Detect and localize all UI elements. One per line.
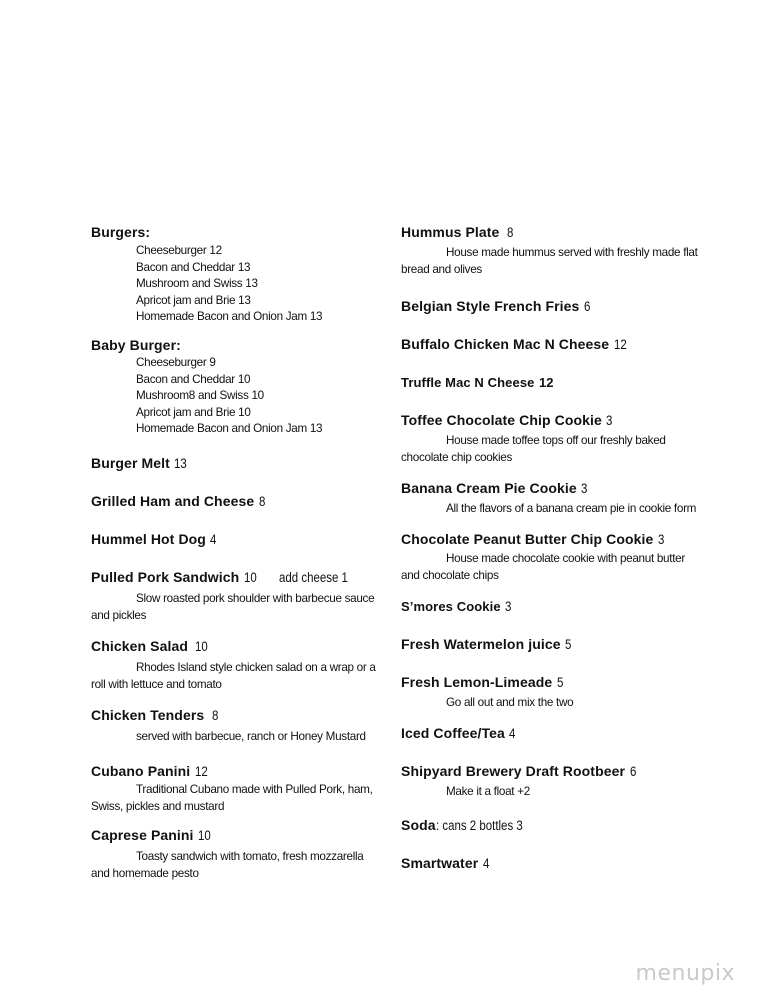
item-price: 3 <box>505 599 512 614</box>
list-item: Homemade Bacon and Onion Jam 13 <box>136 310 323 324</box>
list-item: Apricot jam and Brie 13 <box>136 293 251 307</box>
list-item: Cheeseburger 9 <box>136 355 216 369</box>
menu-item-burger-melt <box>91 455 376 473</box>
menu-item-buffalo-mac <box>401 336 701 354</box>
item-description: Go all out and mix the two <box>446 696 574 709</box>
item-name: Caprese Panini <box>91 826 194 843</box>
list-item: Cheeseburger 12 <box>136 244 222 257</box>
item-name: Chocolate Peanut Butter Chip Cookie <box>401 531 654 547</box>
item-description: House made toffee tops off our freshly baked chocolate chip cookies <box>401 434 666 464</box>
menu-item-rootbeer <box>401 763 701 800</box>
menu-item-pulled-pork <box>91 569 376 624</box>
item-name: Belgian Style French Fries <box>401 298 580 314</box>
item-name: Grilled Ham and Cheese <box>91 492 255 509</box>
item-price: 3 <box>581 481 588 496</box>
item-description: Rhodes Island style chicken salad on a wrap or a roll with lettuce and tomato <box>91 660 376 691</box>
menu-item-banana-cookie <box>401 480 701 517</box>
menu-item-chicken-salad <box>91 638 376 693</box>
burgers-list <box>136 243 376 326</box>
list-item: Mushroom8 and Swiss 10 <box>136 389 264 403</box>
item-price: 4 <box>210 531 217 547</box>
menu-item-iced-coffee <box>401 725 701 743</box>
item-description: Make it a float +2 <box>446 785 530 798</box>
item-name: Shipyard Brewery Draft Rootbeer <box>401 763 626 779</box>
item-name: Buffalo Chicken Mac N Cheese <box>401 336 610 352</box>
list-item: Bacon and Cheddar 13 <box>136 260 251 274</box>
item-price: 12 <box>194 763 208 779</box>
item-name: Fresh Watermelon juice <box>401 636 561 652</box>
item-price: 10 <box>198 827 211 843</box>
menu-item-smores-cookie <box>401 598 701 616</box>
baby-burger-section <box>91 337 376 438</box>
item-price: 8 <box>211 707 219 723</box>
baby-burger-heading: Baby Burger: <box>91 336 181 353</box>
item-name: Fresh Lemon-Limeade <box>401 674 553 690</box>
menu-item-soda <box>401 817 701 835</box>
menu-item-watermelon-juice <box>401 636 701 654</box>
item-price: 5 <box>565 637 572 652</box>
item-price: 6 <box>583 299 591 314</box>
item-price: 13 <box>174 455 188 471</box>
item-name: Soda <box>401 817 436 833</box>
menu-item-hot-dog <box>91 531 376 549</box>
menu-item-truffle-mac <box>401 374 701 392</box>
item-description: House made hummus served with freshly made flat bread and olives <box>401 246 698 276</box>
item-price: 8 <box>258 493 266 509</box>
item-extra: add cheese 1 <box>279 569 349 585</box>
item-description: Traditional Cubano made with Pulled Pork, ham, Swiss, pickles and mustard <box>91 782 373 813</box>
list-item: Homemade Bacon and Onion Jam 13 <box>136 422 323 436</box>
item-name: Toffee Chocolate Chip Cookie <box>401 412 602 428</box>
item-name: Hummus Plate <box>401 224 500 240</box>
item-price: : cans 2 bottles 3 <box>435 818 523 833</box>
item-price: 4 <box>509 726 516 741</box>
item-name: Chicken Tenders <box>91 706 205 723</box>
menu-item-french-fries <box>401 298 701 316</box>
item-price: 10 <box>195 638 209 654</box>
item-name: Iced Coffee/Tea <box>401 725 505 741</box>
list-item: Apricot jam and Brie 10 <box>136 405 251 419</box>
burgers-section <box>91 224 376 326</box>
item-name: Hummel Hot Dog <box>91 530 206 547</box>
item-name: Cubano Panini <box>91 762 191 779</box>
item-price: 4 <box>482 856 490 871</box>
menu-item-chicken-tenders <box>91 707 376 745</box>
item-price: 3 <box>657 532 665 547</box>
item-name: Chicken Salad <box>91 637 189 654</box>
menu-left-column <box>91 224 376 882</box>
item-name: Banana Cream Pie Cookie <box>401 480 577 496</box>
item-price: 12 <box>538 375 554 390</box>
baby-burger-list <box>136 355 376 438</box>
item-name: Pulled Pork Sandwich <box>91 568 240 585</box>
item-name: Burger Melt <box>91 454 170 471</box>
menu-item-cubano-panini <box>91 763 376 815</box>
item-price: 12 <box>613 337 627 352</box>
item-description: Toasty sandwich with tomato, fresh mozzarella and homemade pesto <box>91 849 364 880</box>
item-price: 10 <box>243 569 257 585</box>
item-price: 3 <box>606 413 613 428</box>
menu-item-smartwater <box>401 855 701 873</box>
menu-item-toffee-cookie <box>401 412 701 466</box>
item-description: Slow roasted pork shoulder with barbecue sauce and pickles <box>91 591 375 622</box>
menu-item-lemon-limeade <box>401 674 701 711</box>
item-description: House made chocolate cookie with peanut butter and chocolate chips <box>401 552 685 582</box>
list-item: Bacon and Cheddar 10 <box>136 372 251 386</box>
burgers-heading: Burgers: <box>91 224 151 240</box>
watermark-text: menupix <box>635 961 735 986</box>
item-description: All the flavors of a banana cream pie in cookie form <box>446 502 697 515</box>
menu-item-hummus-plate <box>401 224 701 278</box>
item-name: Truffle Mac N Cheese <box>401 375 535 390</box>
item-price: 5 <box>556 675 564 690</box>
menu-right-column <box>401 224 701 873</box>
menu-item-pb-cookie <box>401 531 701 584</box>
item-description: served with barbecue, ranch or Honey Mustard <box>136 729 366 743</box>
menu-item-caprese-panini <box>91 827 376 882</box>
item-price: 6 <box>629 764 636 779</box>
item-name: Smartwater <box>401 855 479 871</box>
list-item: Mushroom and Swiss 13 <box>136 277 258 291</box>
item-name: S’mores Cookie <box>401 599 501 614</box>
menu-item-grilled-ham <box>91 493 376 511</box>
item-price: 8 <box>506 225 514 240</box>
